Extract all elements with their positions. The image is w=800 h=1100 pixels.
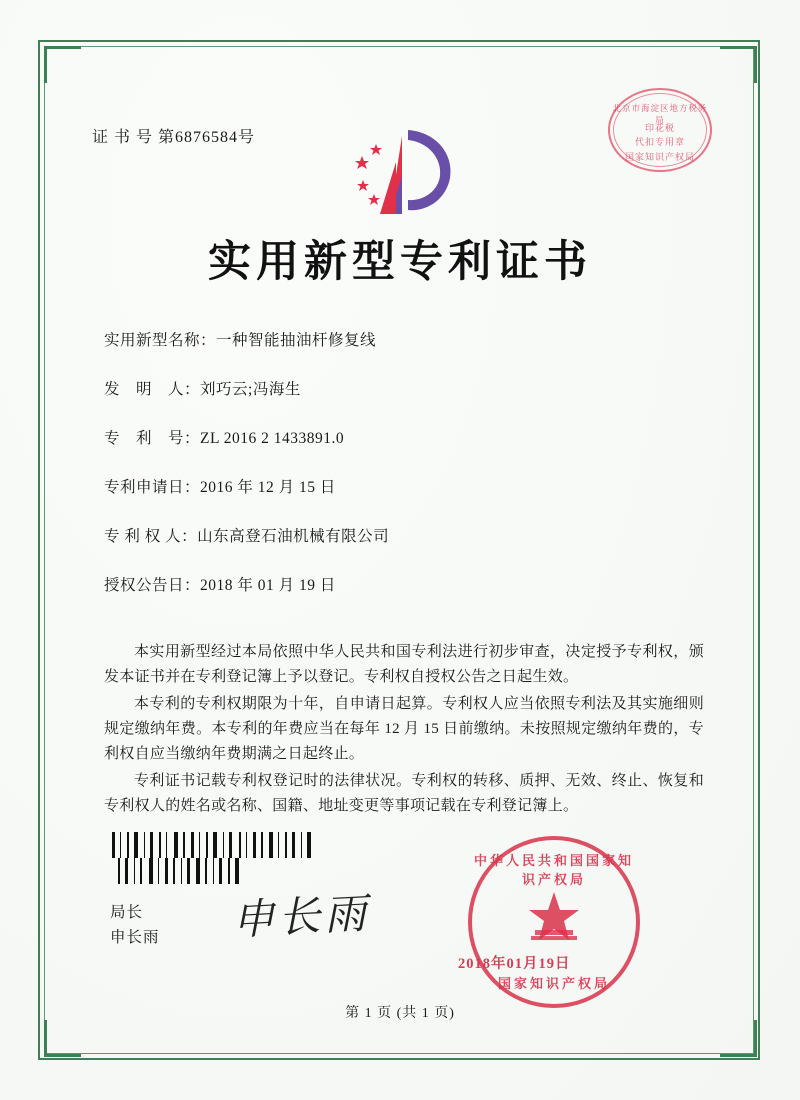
field-value: 山东高登石油机械有限公司: [197, 528, 390, 545]
field-row: [104, 426, 704, 448]
field-value: ZL 2016 2 1433891.0: [200, 430, 345, 447]
field-row: [104, 475, 704, 497]
national-office-seal: [468, 836, 640, 1008]
body-paragraph: 本专利的专利权期限为十年，自申请日起算。专利权人应当依照专利法及其实施细则规定缴纳年费。本专利的年费应当在每年 12 月 15 日前缴纳。未按照规定缴纳年费的，专利权自应当缴纳年费期满之日起终止。: [104, 696, 704, 762]
small-seal-line-3: 代扣专用章: [634, 137, 685, 147]
seal-emblem-icon: [521, 886, 587, 948]
cnipa-logo-icon: [350, 122, 460, 222]
small-seal-line-1: 北京市海淀区地方税务局: [612, 103, 708, 125]
small-seal-line-4: 国家知识产权局: [624, 152, 695, 162]
field-row: [104, 377, 704, 399]
certificate-body: [104, 640, 704, 821]
field-label: 专利申请日：: [104, 479, 201, 496]
small-office-seal: [608, 88, 712, 172]
corner-ornament-top-left: [44, 46, 81, 83]
body-paragraph: 专利证书记载专利权登记时的法律状况。专利权的转移、质押、无效、终止、恢复和专利权人的姓名或名称、国籍、地址变更等事项记载在专利登记簿上。: [104, 773, 704, 814]
field-row: [104, 524, 704, 546]
small-seal-line-2: 印花税: [644, 123, 675, 133]
body-paragraph: 本实用新型经过本局依照中华人民共和国专利法进行初步审查，决定授予专利权，颁发本证书并在专利登记簿上予以登记。专利权自授权公告之日起生效。: [104, 644, 704, 685]
field-value: 2016 年 12 月 15 日: [200, 479, 336, 496]
corner-ornament-bottom-right: [720, 1020, 757, 1057]
page-footer: 第 1 页 (共 1 页): [345, 1006, 455, 1021]
seal-text-bottom: 国家知识产权局: [497, 976, 610, 991]
field-label: 实用新型名称：: [104, 332, 217, 349]
barcode: [112, 832, 312, 858]
field-label: 专 利 权 人：: [104, 528, 198, 545]
certificate-fields: [104, 328, 704, 622]
corner-ornament-top-right: [720, 46, 757, 83]
corner-ornament-bottom-left: [44, 1020, 81, 1057]
field-value: 刘巧云;冯海生: [200, 381, 301, 398]
field-label: 专 利 号：: [104, 430, 201, 447]
field-label: 授权公告日：: [104, 577, 201, 594]
director-name-label: 申长雨: [110, 929, 160, 946]
field-row: [104, 573, 704, 595]
director-block: [110, 900, 160, 950]
field-label: 发 明 人：: [104, 381, 201, 398]
field-row: [104, 328, 704, 350]
field-value: 一种智能抽油杆修复线: [216, 332, 377, 349]
handwritten-signature: 申长雨: [230, 888, 372, 945]
director-title-label: 局长: [110, 904, 144, 921]
seal-text-top: 中华人民共和国国家知识产权局: [473, 853, 634, 887]
seal-date: 2018年01月19日: [458, 956, 571, 972]
certificate-number: 证 书 号 第6876584号: [92, 129, 256, 146]
page-title: 实用新型专利证书: [208, 237, 592, 287]
field-value: 2018 年 01 月 19 日: [200, 577, 336, 594]
